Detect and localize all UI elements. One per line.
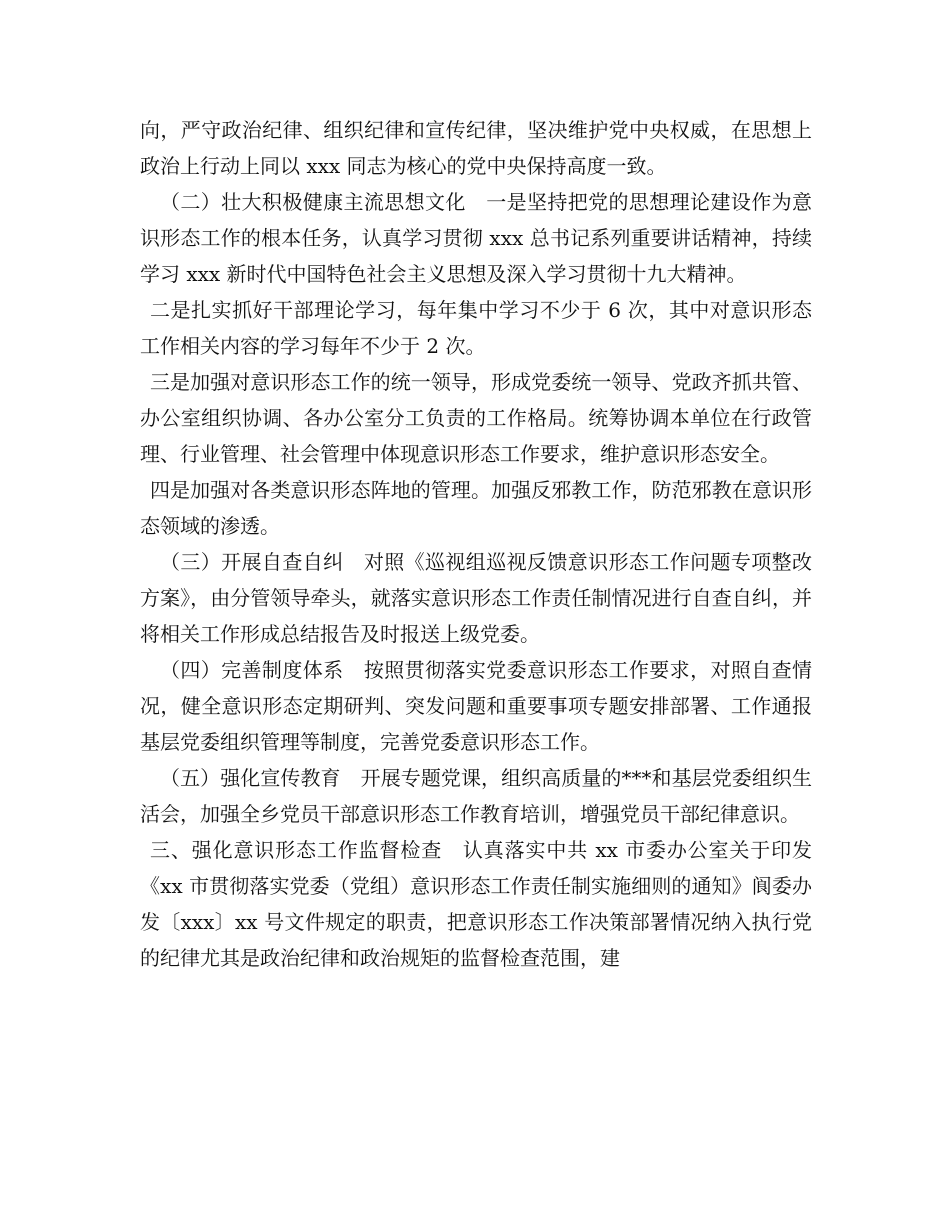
paragraph-section-4: （四）完善制度体系 按照贯彻落实党委意识形态工作要求，对照自查情况，健全意识形态定期研判、突发问题和重要事项专题安排部署、工作通报基层党委组织管理等制度，完善党委意识形态工作。 — [140, 658, 812, 754]
paragraph-item-3: 三是加强对意识形态工作的统一领导，形成党委统一领导、党政齐抓共管、办公室组织协调、各办公室分工负责的工作格局。统筹协调本单位在行政管理、行业管理、社会管理中体现意识形态工作要求，维护意识形态安全。 — [140, 370, 812, 466]
paragraph-section-2: （二）壮大积极健康主流思想文化 一是坚持把党的思想理论建设作为意识形态工作的根本任务，认真学习贯彻 xxx 总书记系列重要讲话精神，持续学习 xxx 新时代中国特色社会主义思想及深入学习贯彻十九大精神。 — [140, 190, 812, 286]
paragraph-continuation: 向，严守政治纪律、组织纪律和宣传纪律，坚决维护党中央权威，在思想上政治上行动上同以 xxx 同志为核心的党中央保持高度一致。 — [140, 118, 812, 178]
paragraph-item-4: 四是加强对各类意识形态阵地的管理。加强反邪教工作，防范邪教在意识形态领域的渗透。 — [140, 478, 812, 538]
paragraph-section-5: （五）强化宣传教育 开展专题党课，组织高质量的***和基层党委组织生活会，加强全乡党员干部意识形态工作教育培训，增强党员干部纪律意识。 — [140, 766, 812, 826]
paragraph-part-3: 三、强化意识形态工作监督检查 认真落实中共 xx 市委办公室关于印发《xx 市贯彻落实党委（党组）意识形态工作责任制实施细则的通知》阆委办发〔xxx〕xx 号文件规定的职责，把意识形态工作决策部署情况纳入执行党的纪律尤其是政治纪律和政治规矩的监督检查范围，建 — [140, 838, 812, 970]
paragraph-item-2: 二是扎实抓好干部理论学习，每年集中学习不少于 6 次，其中对意识形态工作相关内容的学习每年不少于 2 次。 — [140, 298, 812, 358]
paragraph-section-3: （三）开展自查自纠 对照《巡视组巡视反馈意识形态工作问题专项整改方案》，由分管领导牵头，就落实意识形态工作责任制情况进行自查自纠，并将相关工作形成总结报告及时报送上级党委。 — [140, 550, 812, 646]
document-body — [140, 112, 812, 976]
